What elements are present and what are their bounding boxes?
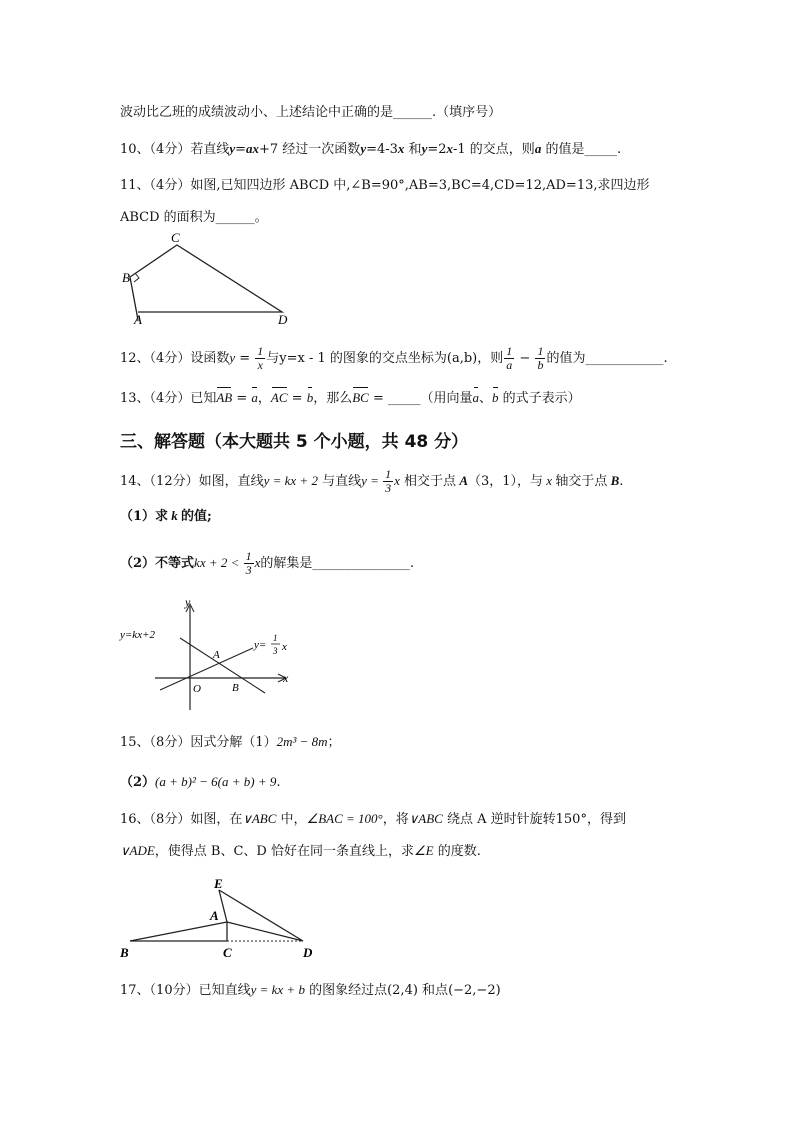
q17-mid: 的图象经过点 [304,983,388,998]
label-y-axis: y [185,595,191,609]
q14-tail1: 相交于点 [399,474,457,489]
q16-line2-text: ，使得点 B、C、D 恰好在同一条直线上，求 [154,844,414,859]
q12-frac2-den: a [506,358,513,372]
q16-line2-end: 的度数. [433,844,481,859]
q12-prefix: 12、（4分）设函数 [120,351,230,366]
q16-line1-tail: ，得到 [586,812,626,827]
q14-sub2-eq: kx + 2 < [194,555,243,570]
q17-point1: (2,4) [387,983,418,998]
q16-triangle-abc-2: ∨ABC [408,811,443,826]
q16-angle-e: ∠E [414,843,434,858]
q16-mid3: 绕点 A 逆时针旋转 [442,812,556,827]
label-line2-y: y= [254,639,267,651]
q10-eq1-y: y [229,141,236,156]
q12-minus: − [515,351,535,366]
vector-ac: AC [271,388,288,408]
q14-eq2-x: x [394,473,400,488]
label-a: A [210,908,219,923]
q10-text-a: +7 经过一次函数 [259,142,361,157]
q17-point2: (−2,−2) [448,983,501,998]
label-a: A [134,312,142,327]
label-e: E [214,876,223,891]
q14-sub2-x: x [254,555,261,570]
text-line-top: 波动比乙班的成绩波动小、上述结论中正确的是______.（填序号） [120,105,502,120]
q13-eq-b: = [287,391,307,406]
q15-line1-prefix: 15、（8分）因式分解（1） [120,735,277,750]
q13-prefix: 13、（4分）已知 [120,391,217,406]
q16-triangle-figure [115,875,335,965]
q14-frac-num: 1 [385,467,392,481]
q14-sub2-frac [244,550,254,577]
q14-sub2-tail: 的解集是_______________. [260,556,415,571]
q13-comma1: ， [257,391,271,406]
q14-point-b: B [607,473,620,488]
question-15-line2 [120,772,281,793]
q16-angle-bac: ∠BAC = 100° [306,811,383,826]
vector-b-ref: b [492,388,499,408]
q15-line2-eq: (a + b)² − 6(a + b) + 9 [155,774,277,789]
segment-ad [227,922,303,941]
question-16-line1 [120,809,626,830]
label-line2-den: 3 [273,646,278,656]
label-x-axis: x [283,671,289,685]
q12-frac1-num: 1 [257,344,264,358]
q13-eq-a: = [232,391,252,406]
segment-ba [130,922,227,941]
q12-tail: 的值为____________. [546,351,668,366]
q12-frac2-num: 1 [506,344,513,358]
label-d: D [278,312,288,327]
label-d: D [303,945,313,960]
q17-eq: y = kx + b [250,982,305,997]
question-14-sub2 [120,546,414,581]
q10-number: 10、（4分）若直线 [120,142,230,157]
q10-eq2-y: y [360,141,367,156]
question-15-line1 [120,732,341,753]
question-14 [120,466,623,497]
q14-tail2: 轴交于点 [555,474,608,489]
q14-sub1-tail: 的值; [181,509,212,524]
q14-k: k [168,508,182,523]
label-b: B [120,945,129,960]
q14-frac-den: 3 [385,481,392,495]
q16-rotation: 150° [555,812,587,827]
q14-sub2-prefix: （2）不等式 [120,556,195,571]
q11-quadrilateral-figure [110,230,310,330]
q17-and: 和点 [417,983,449,998]
question-17 [120,980,501,1001]
label-c: C [223,945,232,960]
q15-line2-tail: . [276,775,281,790]
question-12 [120,341,668,376]
q10-eq3-mid: =2 [427,142,447,157]
q14-dot: . [619,474,624,489]
question-11-line2: ABCD 的面积为______。 [120,210,268,225]
label-point-b: B [232,682,239,694]
q10-eq3-y: y [421,141,428,156]
q10-text-c: -1 的交点，则 [453,142,535,157]
question-13 [120,388,581,409]
q12-frac1 [255,345,265,372]
q13-comma2: ，那么 [313,391,353,406]
q14-x-axis: x [543,473,556,488]
q12-mid: 与y=x - 1 的图象的交点坐标为(a,b)，则 [266,351,504,366]
question-11-line1: 11、（4分）如图,已知四边形 ABCD 中,∠B=90°,AB=3,BC=4,CD=12,AD=13,求四边形 [120,178,650,193]
q10-eq2-x: x [397,141,405,156]
label-c: C [171,230,180,245]
vector-a-ref: a [473,388,480,408]
q10-eq2-mid: =4-3 [366,142,398,157]
q15-line2-prefix: （2） [120,775,156,790]
q12-y: y [229,350,236,365]
label-b: B [122,270,130,285]
label-point-a: A [213,649,220,661]
q12-eq: = [235,351,255,366]
vector-a: a [251,388,258,408]
question-16-line2 [120,841,481,862]
label-origin: O [193,683,201,695]
question-10 [120,139,621,160]
label-line2-num: 1 [273,633,278,643]
q15-line1-eq: 2m³ − 8m [276,734,328,749]
q14-sub1-prefix: （1）求 [120,509,169,524]
q14-sub2-frac-den: 3 [245,563,252,577]
vector-ab: AB [216,388,232,408]
question-14-sub1 [120,506,212,527]
q10-var-a: a [534,141,542,156]
q16-triangle-abc: ∨ABC [242,811,277,826]
q14-eq2-y: y = [361,473,383,488]
q14-prefix: 14、（12分）如图，直线 [120,474,264,489]
section-heading-3: 三、解答题（本大题共 5 个小题，共 48 分） [120,432,469,452]
q13-tail1: = _____（用向量 [368,391,473,406]
label-line1: y=kx+2 [120,629,155,641]
q14-frac [383,468,393,495]
quadrilateral-abcd [130,245,282,320]
q14-eq1: y = kx + 2 [263,473,318,488]
q10-eq1-ax: ax [246,141,260,156]
q12-frac3-num: 1 [537,344,544,358]
q13-tail2: 的式子表示） [498,391,581,406]
q12-frac3-den: b [537,358,544,372]
q14-sub2-frac-num: 1 [245,549,252,563]
line-third-x [160,648,253,690]
q14-point-a: A [456,473,468,488]
q12-frac3 [535,345,545,372]
q14-mid: 与直线 [317,474,362,489]
q16-triangle-ade: ∨ADE [120,843,155,858]
q17-prefix: 17、（10分）已知直线 [120,983,251,998]
label-line2-x: x [282,641,287,653]
q14-coord-a: （3，1），与 [467,474,544,489]
q10-eq1-equals: = [235,142,247,157]
vector-b: b [307,388,314,408]
segment-ed [219,890,303,941]
q16-line1-prefix: 16、（8分）如图，在 [120,812,243,827]
vector-bc: BC [352,388,369,408]
q16-mid2: ，将 [382,812,409,827]
q13-sep: 、 [479,391,493,406]
q10-text-b: 和 [404,142,422,157]
q16-mid1: 中， [276,812,307,827]
q15-line1-tail: ； [327,735,341,750]
q12-frac1-den: x [257,358,263,372]
q14-graph-figure [115,595,315,718]
q12-frac2 [504,345,514,372]
q10-tail: 的值是_____. [541,142,622,157]
q10-eq3-x: x [446,141,454,156]
